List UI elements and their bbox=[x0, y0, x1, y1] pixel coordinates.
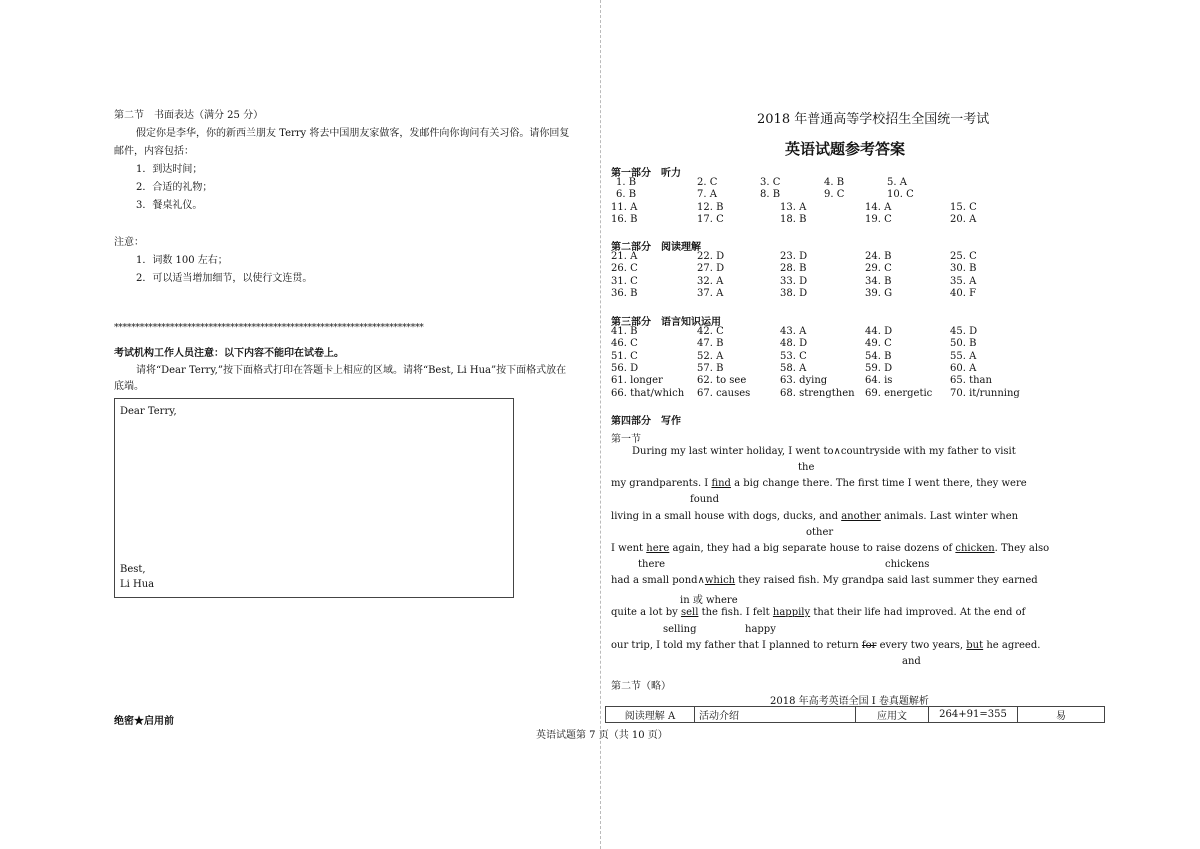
answer-item: 46. C bbox=[611, 338, 638, 350]
answer-item: 37. A bbox=[697, 287, 724, 299]
letter-box bbox=[114, 398, 514, 598]
answer-item: 66. that/which bbox=[611, 387, 685, 399]
answer-item: 4. B bbox=[824, 177, 845, 188]
answer-item: 21. A bbox=[611, 251, 638, 262]
answer-item: 3. C bbox=[760, 177, 781, 188]
answer-item: 31. C bbox=[611, 275, 638, 287]
correction-text: the bbox=[798, 462, 815, 473]
passage-line-3: living in a small house with dogs, ducks, and another animals. Last winter when bbox=[611, 511, 1019, 522]
answer-item: 11. A bbox=[611, 201, 638, 213]
part3-heading: 第三部分 语言知识运用 bbox=[611, 317, 721, 328]
answer-item: 30. B bbox=[950, 263, 977, 275]
answer-item: 16. B bbox=[611, 213, 638, 225]
answer-item: 67. causes bbox=[697, 387, 751, 399]
answer-item: 17. C bbox=[697, 213, 724, 225]
passage-line-6: quite a lot by sell the fish. I felt happily that their life had improved. At the end of bbox=[611, 607, 1026, 618]
answer-item: 14. A bbox=[865, 201, 892, 213]
correction-text: other bbox=[806, 527, 834, 538]
answer-item: 61. longer bbox=[611, 375, 663, 387]
answer-item: 58. A bbox=[780, 362, 807, 374]
answer-title: 2018 年普通高等学校招生全国统一考试 bbox=[757, 112, 990, 127]
answer-item: 62. to see bbox=[697, 375, 747, 387]
answer-item: 8. B bbox=[760, 189, 781, 201]
answer-item: 41. B bbox=[611, 326, 638, 337]
answer-item: 47. B bbox=[697, 338, 724, 350]
caret-mark: ∧ bbox=[833, 446, 841, 457]
answer-item: 19. C bbox=[865, 213, 892, 225]
point-item: 3．餐桌礼仪。 bbox=[136, 200, 203, 211]
part1-heading: 第一部分 听力 bbox=[611, 168, 681, 179]
table-cell: 264+91=355 bbox=[929, 707, 1018, 723]
answer-item: 70. it/running bbox=[950, 387, 1020, 399]
answer-item: 20. A bbox=[950, 213, 977, 225]
answer-item: 44. D bbox=[865, 326, 893, 337]
correction-text: chickens bbox=[885, 559, 930, 570]
letter-closing: Best, bbox=[120, 564, 146, 575]
answer-subtitle: 英语试题参考答案 bbox=[785, 140, 906, 158]
answer-item: 50. B bbox=[950, 338, 977, 350]
letter-salutation: Dear Terry, bbox=[120, 406, 177, 417]
correction-text: selling bbox=[663, 624, 697, 635]
answer-item: 32. A bbox=[697, 275, 724, 287]
answer-item: 40. F bbox=[950, 287, 977, 299]
answer-item: 56. D bbox=[611, 362, 639, 374]
format-line-1: 请将“Dear Terry,”按下面格式打印在答题卡上相应的区域。请将“Best, Li Hua”按下面格式放在 bbox=[136, 365, 567, 376]
answer-item: 54. B bbox=[865, 350, 892, 362]
answer-item: 12. B bbox=[697, 201, 724, 213]
answer-item: 25. C bbox=[950, 251, 977, 262]
answer-item: 69. energetic bbox=[865, 387, 933, 399]
point-item: 1．到达时间； bbox=[136, 164, 203, 175]
analysis-title: 2018 年高考英语全国 I 卷真题解析 bbox=[770, 696, 929, 707]
answer-item: 1. B bbox=[616, 177, 637, 188]
notes-label: 注意： bbox=[114, 237, 144, 248]
passage-line-5: had a small pond∧which they raised fish. My grandpa said last summer they earned bbox=[611, 575, 1038, 586]
answer-item: 35. A bbox=[950, 275, 977, 287]
correction-text: and bbox=[902, 656, 921, 667]
answer-item: 33. D bbox=[780, 275, 808, 287]
section2-label: 第二节（略） bbox=[611, 681, 671, 692]
answer-item: 59. D bbox=[865, 362, 893, 374]
note-item: 1．词数 100 左右； bbox=[136, 255, 228, 266]
point-item: 2．合适的礼物； bbox=[136, 182, 213, 193]
format-line-2: 底端。 bbox=[114, 381, 144, 392]
answer-item: 49. C bbox=[865, 338, 892, 350]
star-separator: ************************************************************************ bbox=[114, 323, 424, 333]
answer-item: 24. B bbox=[865, 251, 892, 262]
page-footer: 英语试题第 7 页（共 10 页） bbox=[536, 730, 668, 741]
page-divider bbox=[600, 0, 601, 849]
answer-item: 22. D bbox=[697, 251, 725, 262]
answer-item: 65. than bbox=[950, 375, 992, 387]
answer-item: 64. is bbox=[865, 375, 893, 387]
prompt-line-1: 假定你是李华，你的新西兰朋友 Terry 将去中国朋友家做客，发邮件向你询问有关习俗。请你回复 bbox=[136, 128, 570, 139]
correction-text: found bbox=[690, 494, 720, 505]
answer-item: 36. B bbox=[611, 287, 638, 299]
correction-text: there bbox=[638, 559, 666, 570]
answer-item: 45. D bbox=[950, 326, 978, 337]
letter-name: Li Hua bbox=[120, 579, 155, 590]
answer-item: 10. C bbox=[887, 189, 914, 201]
answer-item: 9. C bbox=[824, 189, 845, 201]
answer-item: 48. D bbox=[780, 338, 808, 350]
answer-item: 68. strengthen bbox=[780, 387, 855, 399]
answer-item: 42. C bbox=[697, 326, 724, 337]
answer-item: 39. G bbox=[865, 287, 893, 299]
section1-label: 第一节 bbox=[611, 434, 641, 445]
caret-mark: ∧ bbox=[697, 575, 705, 586]
passage-line-1: During my last winter holiday, I went to∧countryside with my father to visit bbox=[632, 446, 1016, 457]
part2-heading: 第二部分 阅读理解 bbox=[611, 242, 701, 253]
answer-item: 18. B bbox=[780, 213, 807, 225]
answer-item: 29. C bbox=[865, 263, 892, 275]
table-cell: 易 bbox=[1018, 707, 1105, 723]
answer-item: 5. A bbox=[887, 177, 907, 188]
answer-item: 7. A bbox=[697, 189, 717, 201]
answer-item: 28. B bbox=[780, 263, 807, 275]
answer-item: 15. C bbox=[950, 201, 977, 213]
answer-item: 6. B bbox=[616, 189, 637, 201]
answer-item: 23. D bbox=[780, 251, 808, 262]
table-row bbox=[606, 707, 1105, 723]
answer-item: 52. A bbox=[697, 350, 724, 362]
section-heading: 第二节 书面表达（满分 25 分） bbox=[114, 110, 264, 121]
answer-item: 34. B bbox=[865, 275, 892, 287]
answer-item: 60. A bbox=[950, 362, 977, 374]
table-cell: 活动介绍 bbox=[695, 707, 856, 723]
table-cell: 应用文 bbox=[856, 707, 929, 723]
answer-item: 63. dying bbox=[780, 375, 828, 387]
note-item: 2．可以适当增加细节，以使行文连贯。 bbox=[136, 273, 313, 284]
passage-line-2: my grandparents. I find a big change there. The first time I went there, they were bbox=[611, 478, 1027, 489]
prompt-line-2: 邮件，内容包括： bbox=[114, 146, 194, 157]
answer-item: 51. C bbox=[611, 350, 638, 362]
answer-item: 43. A bbox=[780, 326, 807, 337]
answer-item: 53. C bbox=[780, 350, 807, 362]
analysis-table bbox=[605, 706, 1105, 723]
passage-line-7: our trip, I told my father that I planned to return for every two years, but he agreed. bbox=[611, 640, 1041, 651]
answer-item: 27. D bbox=[697, 263, 725, 275]
answer-item: 38. D bbox=[780, 287, 808, 299]
answer-item: 2. C bbox=[697, 177, 718, 188]
part4-heading: 第四部分 写作 bbox=[611, 416, 681, 427]
answer-item: 13. A bbox=[780, 201, 807, 213]
passage-line-4: I went here again, they had a big separate house to raise dozens of chicken. They also bbox=[611, 543, 1050, 554]
answer-item: 57. B bbox=[697, 362, 724, 374]
table-cell: 阅读理解 A bbox=[606, 707, 695, 723]
answer-item: 26. C bbox=[611, 263, 638, 275]
answer-item: 55. A bbox=[950, 350, 977, 362]
staff-notice: 考试机构工作人员注意：以下内容不能印在试卷上。 bbox=[114, 348, 344, 359]
correction-text: happy bbox=[745, 624, 776, 635]
secret-mark: 绝密★启用前 bbox=[114, 716, 174, 727]
correction-text: in 或 where bbox=[680, 595, 738, 606]
